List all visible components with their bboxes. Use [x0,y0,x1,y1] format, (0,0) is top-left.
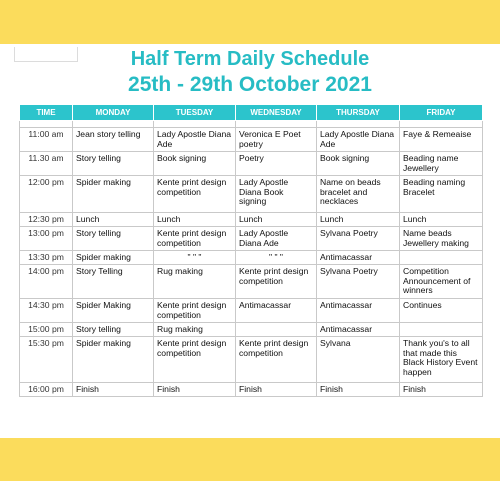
time-cell: 15:30 pm [20,337,73,383]
wednesday-cell [236,323,317,337]
table-row [20,299,483,323]
wednesday-cell: " " " [236,251,317,265]
monday-cell: Spider making [73,251,154,265]
friday-cell: Thank you's to all that made this Black History Event happen [400,337,483,383]
tuesday-cell: Rug making [154,323,236,337]
schedule-poster [0,44,500,438]
friday-cell: Beading naming Bracelet [400,176,483,213]
time-cell: 13:30 pm [20,251,73,265]
friday-cell [400,251,483,265]
page-title: Half Term Daily Schedule [130,48,370,70]
friday-cell: Name beads Jewellery making [400,227,483,251]
time-cell: 13:00 pm [20,227,73,251]
monday-cell: Spider making [73,176,154,213]
time-cell: 14:30 pm [20,299,73,323]
tuesday-cell: Book signing [154,152,236,176]
friday-cell: Lunch [400,213,483,227]
thursday-cell: Antimacassar [317,251,400,265]
tuesday-cell: Finish [154,383,236,397]
tuesday-cell: " " " [154,251,236,265]
time-cell: 16:00 pm [20,383,73,397]
spacer-cell [20,121,73,128]
tuesday-cell: Kente print design competition [154,299,236,323]
time-cell: 15:00 pm [20,323,73,337]
monday-cell: Lunch [73,213,154,227]
wednesday-cell: Kente print design competition [236,265,317,299]
time-cell: 11.30 am [20,152,73,176]
spacer-row [20,121,483,128]
wednesday-cell: Lady Apostle Diana Ade [236,227,317,251]
top-yellow-band [0,0,500,44]
monday-cell: Story telling [73,227,154,251]
bottom-yellow-band [0,438,500,481]
friday-cell [400,323,483,337]
column-header-thursday: THURSDAY [317,105,400,121]
spacer-cell [317,121,400,128]
column-header-friday: FRIDAY [400,105,483,121]
table-row [20,128,483,152]
time-cell: 11:00 am [20,128,73,152]
table-row [20,265,483,299]
wednesday-cell: Poetry [236,152,317,176]
time-cell: 12:30 pm [20,213,73,227]
page-subtitle: 25th - 29th October 2021 [128,73,372,96]
thursday-cell: Book signing [317,152,400,176]
friday-cell: Faye & Remeaise [400,128,483,152]
thursday-cell: Antimacassar [317,323,400,337]
wednesday-cell: Lady Apostle Diana Book signing [236,176,317,213]
monday-cell: Story telling [73,323,154,337]
column-header-tuesday: TUESDAY [154,105,236,121]
wednesday-cell: Antimacassar [236,299,317,323]
spacer-cell [400,121,483,128]
monday-cell: Story Telling [73,265,154,299]
spacer-cell [154,121,236,128]
column-header-wednesday: WEDNESDAY [236,105,317,121]
tuesday-cell: Lunch [154,213,236,227]
friday-cell: Beading name Jewellery [400,152,483,176]
table-row [20,176,483,213]
monday-cell: Jean story telling [73,128,154,152]
time-cell: 12:00 pm [20,176,73,213]
table-row [20,213,483,227]
thursday-cell: Sylvana Poetry [317,265,400,299]
friday-cell: Continues [400,299,483,323]
thursday-cell: Finish [317,383,400,397]
tuesday-cell: Kente print design competition [154,227,236,251]
monday-cell: Spider making [73,337,154,383]
wednesday-cell: Finish [236,383,317,397]
wednesday-cell: Lunch [236,213,317,227]
monday-cell: Spider Making [73,299,154,323]
tuesday-cell: Kente print design competition [154,337,236,383]
thursday-cell: Sylvana Poetry [317,227,400,251]
thursday-cell: Lunch [317,213,400,227]
wednesday-cell: Kente print design competition [236,337,317,383]
time-cell: 14:00 pm [20,265,73,299]
header-row [20,105,483,121]
tuesday-cell: Kente print design competition [154,176,236,213]
table-row [20,323,483,337]
column-header-time: TIME [20,105,73,121]
spacer-cell [73,121,154,128]
tuesday-cell: Rug making [154,265,236,299]
spacer-cell [236,121,317,128]
table-row [20,251,483,265]
tuesday-cell: Lady Apostle Diana Ade [154,128,236,152]
thursday-cell: Antimacassar [317,299,400,323]
thursday-cell: Sylvana [317,337,400,383]
monday-cell: Story telling [73,152,154,176]
table-row [20,337,483,383]
friday-cell: Competition Announcement of winners [400,265,483,299]
table-row [20,383,483,397]
wednesday-cell: Veronica E Poet poetry [236,128,317,152]
thursday-cell: Lady Apostle Diana Ade [317,128,400,152]
friday-cell: Finish [400,383,483,397]
table-row [20,152,483,176]
schedule-table [19,104,483,397]
column-header-monday: MONDAY [73,105,154,121]
monday-cell: Finish [73,383,154,397]
table-row [20,227,483,251]
thursday-cell: Name on beads bracelet and necklaces [317,176,400,213]
